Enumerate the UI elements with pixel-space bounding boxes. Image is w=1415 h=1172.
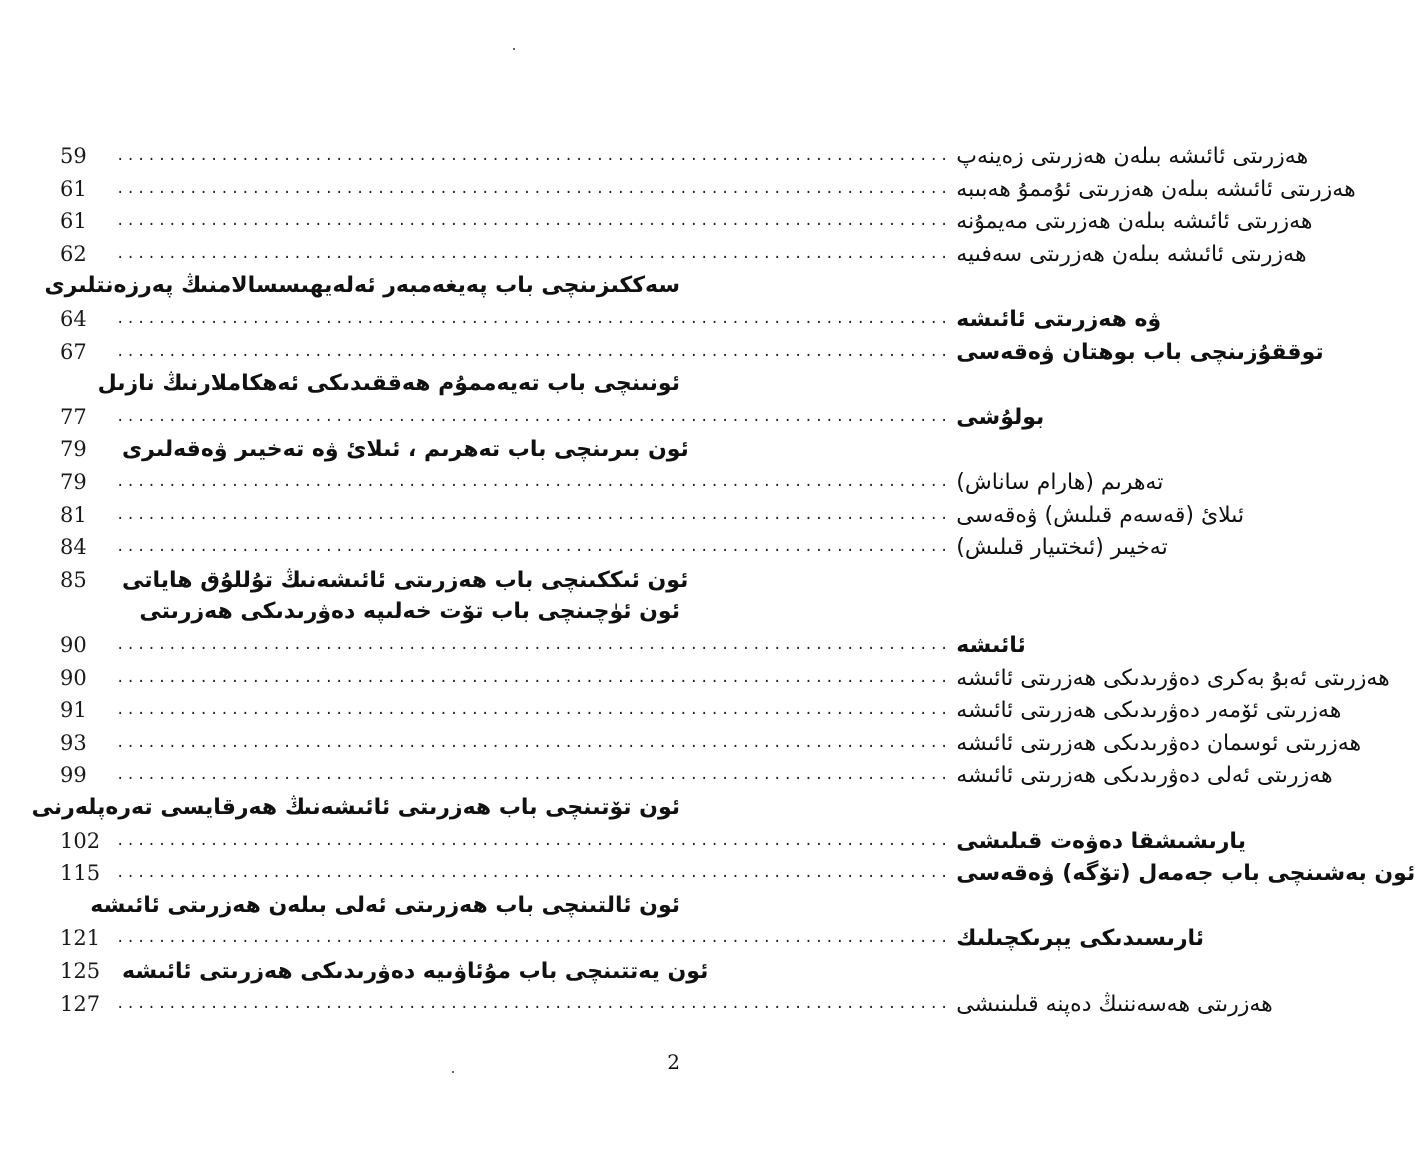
toc-dot-leader: ................................................................................ (116, 539, 951, 555)
toc-entry (60, 727, 1362, 759)
toc-dot-leader: ................................................................................ (116, 148, 951, 164)
print-speck (513, 48, 515, 50)
toc-entry-title: ئون يەتتىنچى باب مۇئاۋىيە دەۋرىدىكى ھەزرىتى ئائىشە (122, 958, 709, 984)
toc-entry (60, 336, 1324, 368)
toc-page-number: 125 (60, 959, 101, 983)
toc-entry (60, 629, 1026, 661)
toc-entry-title: توققۇزىنچى باب بوھتان ۋەقەسى (956, 339, 1324, 365)
toc-entry-title: ھەزرىتى ھەسەننىڭ دەپنە قىلىنىشى (956, 991, 1273, 1017)
toc-entry-title: سەككىزىنچى باب پەيغەمبەر ئەلەيھىسسالامنىڭ پەرزەنتلىرى (44, 273, 680, 298)
toc-entry (60, 922, 1205, 954)
toc-entry-title: ئون ئۈچىنچى باب تۆت خەلىپە دەۋرىدىكى ھەزرىتى (139, 599, 680, 624)
toc-page-number: 90 (60, 666, 87, 690)
toc-entry-title: ئارىسىدىكى يېرىكچىلىك (956, 925, 1205, 951)
toc-page-number: 79 (60, 470, 87, 494)
toc-entry (60, 662, 1390, 694)
toc-entry-title: ئون ئىككىنچى باب ھەزرىتى ئائىشەنىڭ تۇللۇق ھاياتى (122, 567, 689, 593)
toc-entry (60, 825, 1246, 857)
toc-page-number: 67 (60, 340, 87, 364)
toc-entry (60, 694, 1342, 726)
toc-dot-leader: ................................................................................ (116, 311, 951, 327)
toc-entry-title: ھەزرىتى ئوسمان دەۋرىدىكى ھەزرىتى ئائىشە (956, 730, 1362, 756)
toc-entry-title: ئون ئالتىنچى باب ھەزرىتى ئەلى بىلەن ھەزرىتى ئائىشە (90, 893, 680, 918)
toc-dot-leader: ................................................................................ (116, 213, 951, 229)
toc-page-number: 64 (60, 307, 87, 331)
toc-dot-leader: ................................................................................ (116, 833, 951, 849)
toc-entry-title: ھەزرىتى ئائىشە بىلەن ھەزرىتى مەيمۇنە (956, 208, 1313, 234)
toc-dot-leader: ................................................................................ (116, 409, 951, 425)
toc-page-number: 90 (60, 633, 87, 657)
toc-page-number: 61 (60, 209, 87, 233)
toc-entry (60, 433, 689, 465)
toc-entry-title: ۋە ھەزرىتى ئائىشە (956, 306, 1162, 332)
toc-dot-leader: ................................................................................ (116, 246, 951, 262)
toc-entry-title: ئون تۆتىنچى باب ھەزرىتى ئائىشەنىڭ ھەرقايسى تەرەپلەرنى (31, 795, 680, 820)
toc-page-number: 121 (60, 926, 101, 950)
toc-page-number: 127 (60, 992, 101, 1016)
toc-entry (60, 499, 1245, 531)
toc-entry-title: ئون بىرىنچى باب تەھرىم ، ئىلائ ۋە تەخيىر ۋەقەلىرى (122, 436, 689, 462)
toc-dot-leader: ................................................................................ (116, 181, 951, 197)
toc-dot-leader: ................................................................................ (116, 702, 951, 718)
toc-page-number: 93 (60, 731, 87, 755)
toc-entry (60, 401, 1045, 433)
toc-entry-title: يارىشىشقا دەۋەت قىلىشى (956, 828, 1246, 854)
toc-entry-title: ئون بەشىنچى باب جەمەل (تۆگە) ۋەقەسى (956, 860, 1415, 886)
toc-page-number: 85 (60, 568, 87, 592)
toc-entry (60, 564, 689, 596)
toc-page-number: 77 (60, 405, 87, 429)
toc-entry-title: ھەزرىتى ئائىشە بىلەن ھەزرىتى زەينەپ (956, 143, 1309, 169)
toc-entry-title: ھەزرىتى ئائىشە بىلەن ھەزرىتى سەفىيە (956, 241, 1307, 267)
toc-entry (60, 988, 1273, 1020)
print-speck (452, 1071, 454, 1073)
toc-page-number: 62 (60, 242, 87, 266)
toc-page-number: 115 (60, 861, 101, 885)
toc-entry-title: ئائىشە (956, 632, 1026, 658)
toc-entry (60, 303, 1162, 335)
toc-dot-leader: ................................................................................ (116, 344, 951, 360)
toc-dot-leader: ................................................................................ (116, 865, 951, 881)
page-number: 2 (667, 1050, 680, 1074)
toc-page-number: 59 (60, 144, 87, 168)
toc-entry-title: ئىلائ (قەسەم قىلىش) ۋەقەسى (956, 502, 1245, 528)
toc-page-number: 102 (60, 829, 101, 853)
toc-entry-title: تەخيىر (ئىختىيار قىلىش) (956, 534, 1168, 560)
toc-entry (60, 466, 1164, 498)
toc-entry (60, 140, 1309, 172)
toc-entry (60, 531, 1168, 563)
toc-page-number: 91 (60, 698, 87, 722)
toc-entry (60, 205, 1313, 237)
toc-page-number: 81 (60, 503, 87, 527)
toc-dot-leader: ................................................................................ (116, 670, 951, 686)
toc-entry-title: ھەزرىتى ئائىشە بىلەن ھەزرىتى ئۇممۇ ھەبىبە (956, 176, 1356, 202)
toc-entry-title: ئونىنچى باب تەيەممۇم ھەققىدىكى ئەھكاملارنىڭ نازىل (97, 371, 680, 396)
toc-entry (60, 955, 709, 987)
toc-dot-leader: ................................................................................ (116, 767, 951, 783)
toc-page-number: 79 (60, 437, 87, 461)
toc-page-number: 61 (60, 177, 87, 201)
toc-entry (60, 173, 1356, 205)
toc-entry-title: ھەزرىتى ئەبۇ بەكرى دەۋرىدىكى ھەزرىتى ئائىشە (956, 665, 1390, 691)
toc-entry-title: ھەزرىتى ئۆمەر دەۋرىدىكى ھەزرىتى ئائىشە (956, 697, 1342, 723)
toc-dot-leader: ................................................................................ (116, 930, 951, 946)
toc-entry-title: تەھرىم (ھارام ساناش) (956, 469, 1164, 495)
toc-dot-leader: ................................................................................ (116, 474, 951, 490)
toc-dot-leader: ................................................................................ (116, 996, 951, 1012)
toc-entry (60, 857, 1415, 889)
toc-entry (60, 238, 1307, 270)
toc-dot-leader: ................................................................................ (116, 507, 951, 523)
toc-entry-title: ھەزرىتى ئەلى دەۋرىدىكى ھەزرىتى ئائىشە (956, 762, 1333, 788)
toc-page-number: 99 (60, 763, 87, 787)
toc-dot-leader: ................................................................................ (116, 735, 951, 751)
toc-dot-leader: ................................................................................ (116, 637, 951, 653)
toc-entry-title: بولۇشى (956, 404, 1045, 430)
toc-page-number: 84 (60, 535, 87, 559)
toc-entry (60, 759, 1333, 791)
